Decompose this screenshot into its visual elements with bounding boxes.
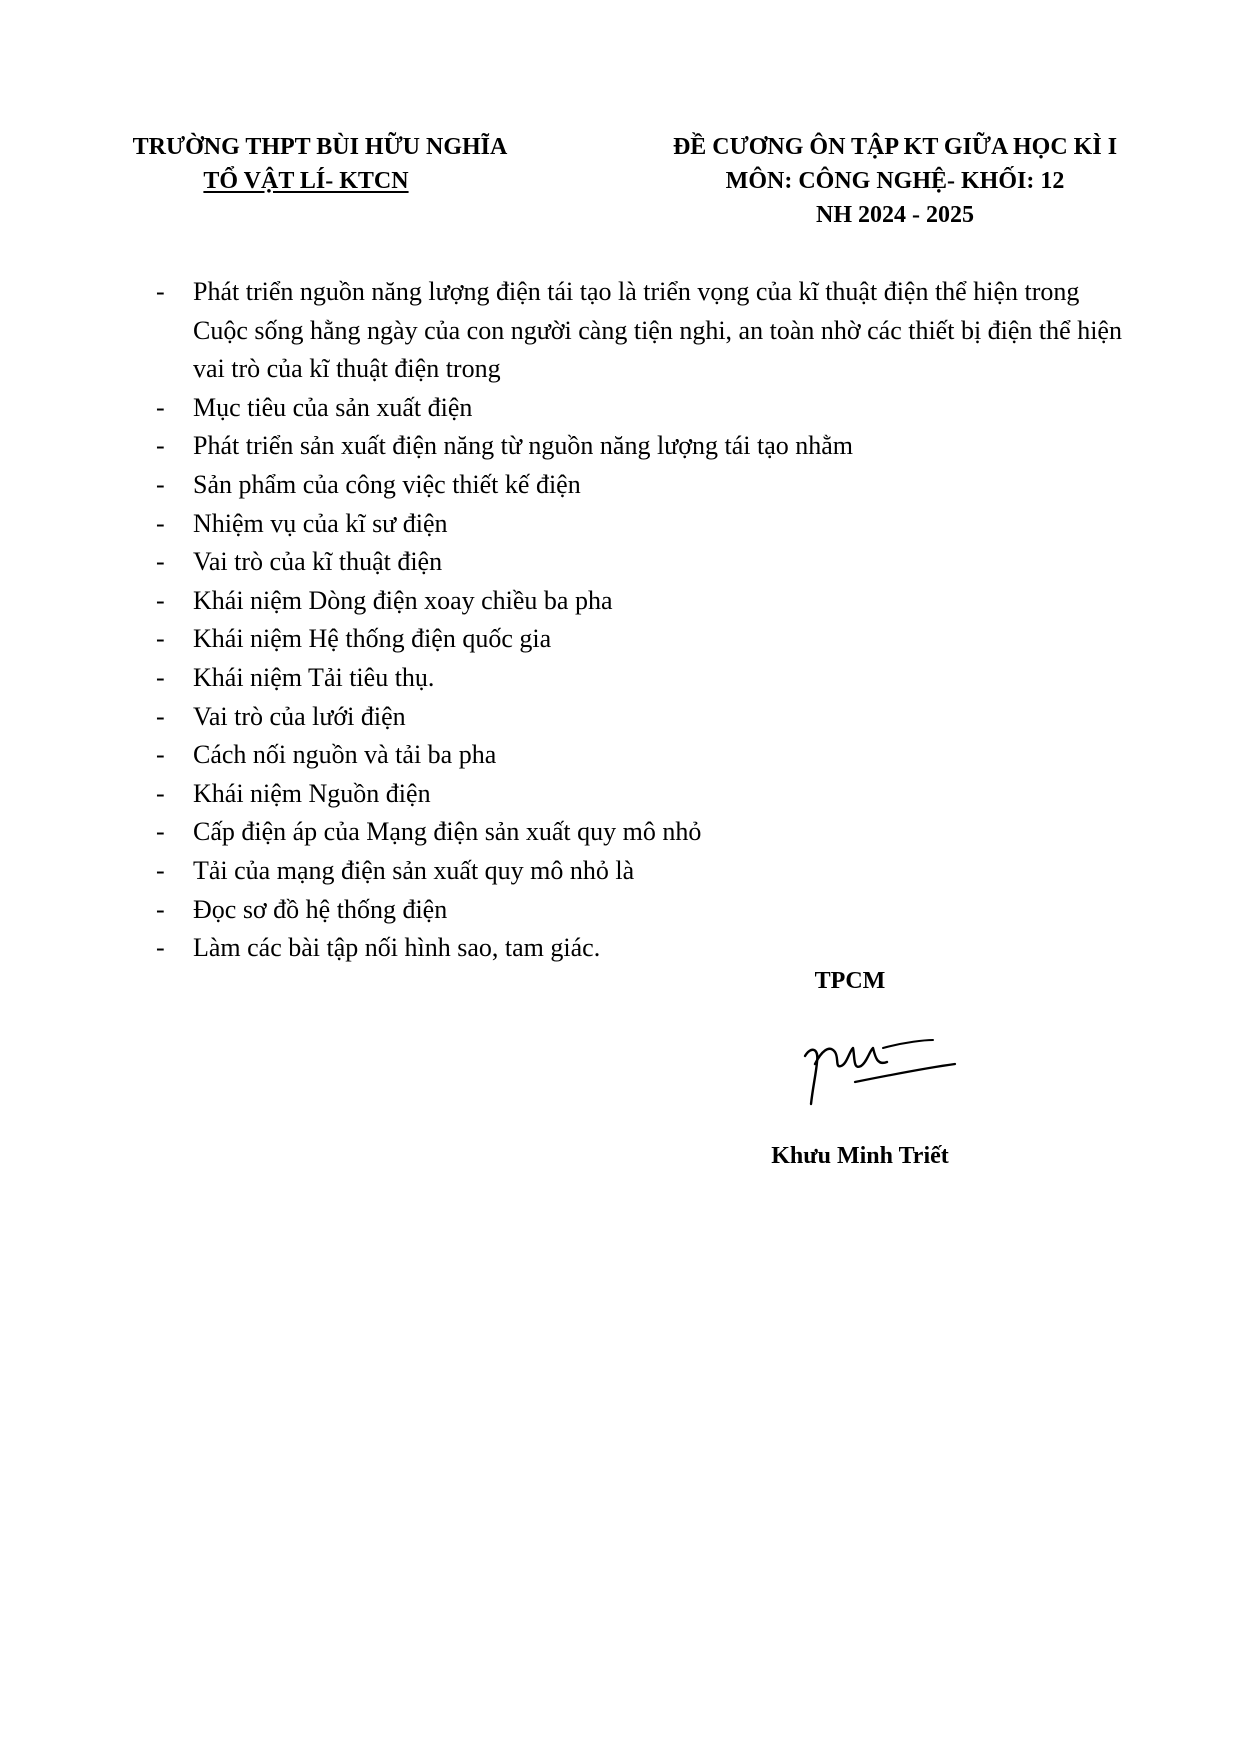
bullet-dash: -: [156, 740, 165, 770]
list-item: [152, 929, 1132, 968]
list-item: [152, 775, 1132, 814]
bullet-dash: -: [156, 624, 165, 654]
list-item: [152, 736, 1132, 775]
topic-text: Phát triển sản xuất điện năng từ nguồn năng lượng tái tạo nhằm: [193, 431, 854, 461]
list-item: [152, 852, 1132, 891]
topic-text: Sản phẩm của công việc thiết kế điện: [193, 469, 581, 499]
list-item: [152, 273, 1132, 389]
bullet-dash: -: [156, 431, 165, 461]
bullet-dash: -: [156, 933, 165, 963]
bullet-dash: -: [156, 701, 165, 731]
topic-text: Cách nối nguồn và tải ba pha: [193, 740, 497, 770]
bullet-dash: -: [156, 585, 165, 615]
list-item: [152, 582, 1132, 621]
bullet-dash: -: [156, 778, 165, 808]
topic-text: Mục tiêu của sản xuất điện: [193, 392, 473, 422]
topic-text: Cấp điện áp của Mạng điện sản xuất quy mô nhỏ: [193, 817, 702, 847]
bullet-dash: -: [156, 508, 165, 538]
subject-grade: MÔN: CÔNG NGHỆ- KHỐI: 12: [725, 168, 1065, 194]
list-item: [152, 389, 1132, 428]
school-name: TRƯỜNG THPT BÙI HỮU NGHĨA: [132, 134, 508, 160]
list-item: [152, 891, 1132, 930]
topic-text: Tải của mạng điện sản xuất quy mô nhỏ là: [193, 855, 635, 885]
topic-text: Khái niệm Dòng điện xoay chiều ba pha: [193, 585, 613, 615]
header-left: [100, 130, 540, 198]
list-item: [152, 620, 1132, 659]
list-item: [152, 698, 1132, 737]
topic-text: Phát triển nguồn năng lượng điện tái tạo là triển vọng của kĩ thuật điện thể hiện trong Cuộc sống hằng ngày của con người càng tiện nghi, an toàn nhờ các thiết bị điện thể hiện vai trò của kĩ thuật điện trong: [193, 277, 1122, 384]
list-item: [152, 813, 1132, 852]
topic-text: Khái niệm Tải tiêu thụ.: [193, 662, 435, 692]
header-right: [600, 130, 1190, 232]
topic-text: Vai trò của lưới điện: [193, 701, 406, 731]
topic-text: Đọc sơ đồ hệ thống điện: [193, 894, 448, 924]
topic-text: Khái niệm Nguồn điện: [193, 778, 431, 808]
list-item: [152, 543, 1132, 582]
document-title: ĐỀ CƯƠNG ÔN TẬP KT GIỮA HỌC KÌ I: [672, 134, 1118, 160]
signer-name: Khưu Minh Triết: [771, 1143, 949, 1169]
bullet-dash: -: [156, 392, 165, 422]
topic-list: [152, 273, 1132, 968]
topic-text: Làm các bài tập nối hình sao, tam giác.: [193, 933, 601, 963]
list-item: [152, 427, 1132, 466]
bullet-dash: -: [156, 662, 165, 692]
topic-text: Khái niệm Hệ thống điện quốc gia: [193, 624, 552, 654]
signer-role: TPCM: [814, 968, 886, 994]
topic-text: Nhiệm vụ của kĩ sư điện: [193, 508, 448, 538]
bullet-dash: -: [156, 855, 165, 885]
bullet-dash: -: [156, 277, 165, 306]
bullet-dash: -: [156, 469, 165, 499]
list-item: [152, 659, 1132, 698]
school-year: NH 2024 - 2025: [816, 202, 974, 228]
topic-text: Vai trò của kĩ thuật điện: [193, 547, 443, 577]
list-item: [152, 466, 1132, 505]
signature-image: [795, 1018, 965, 1118]
department-name: TỔ VẬT LÍ- KTCN: [203, 168, 409, 194]
bullet-dash: -: [156, 817, 165, 847]
bullet-dash: -: [156, 894, 165, 924]
list-item: [152, 505, 1132, 544]
bullet-dash: -: [156, 547, 165, 577]
